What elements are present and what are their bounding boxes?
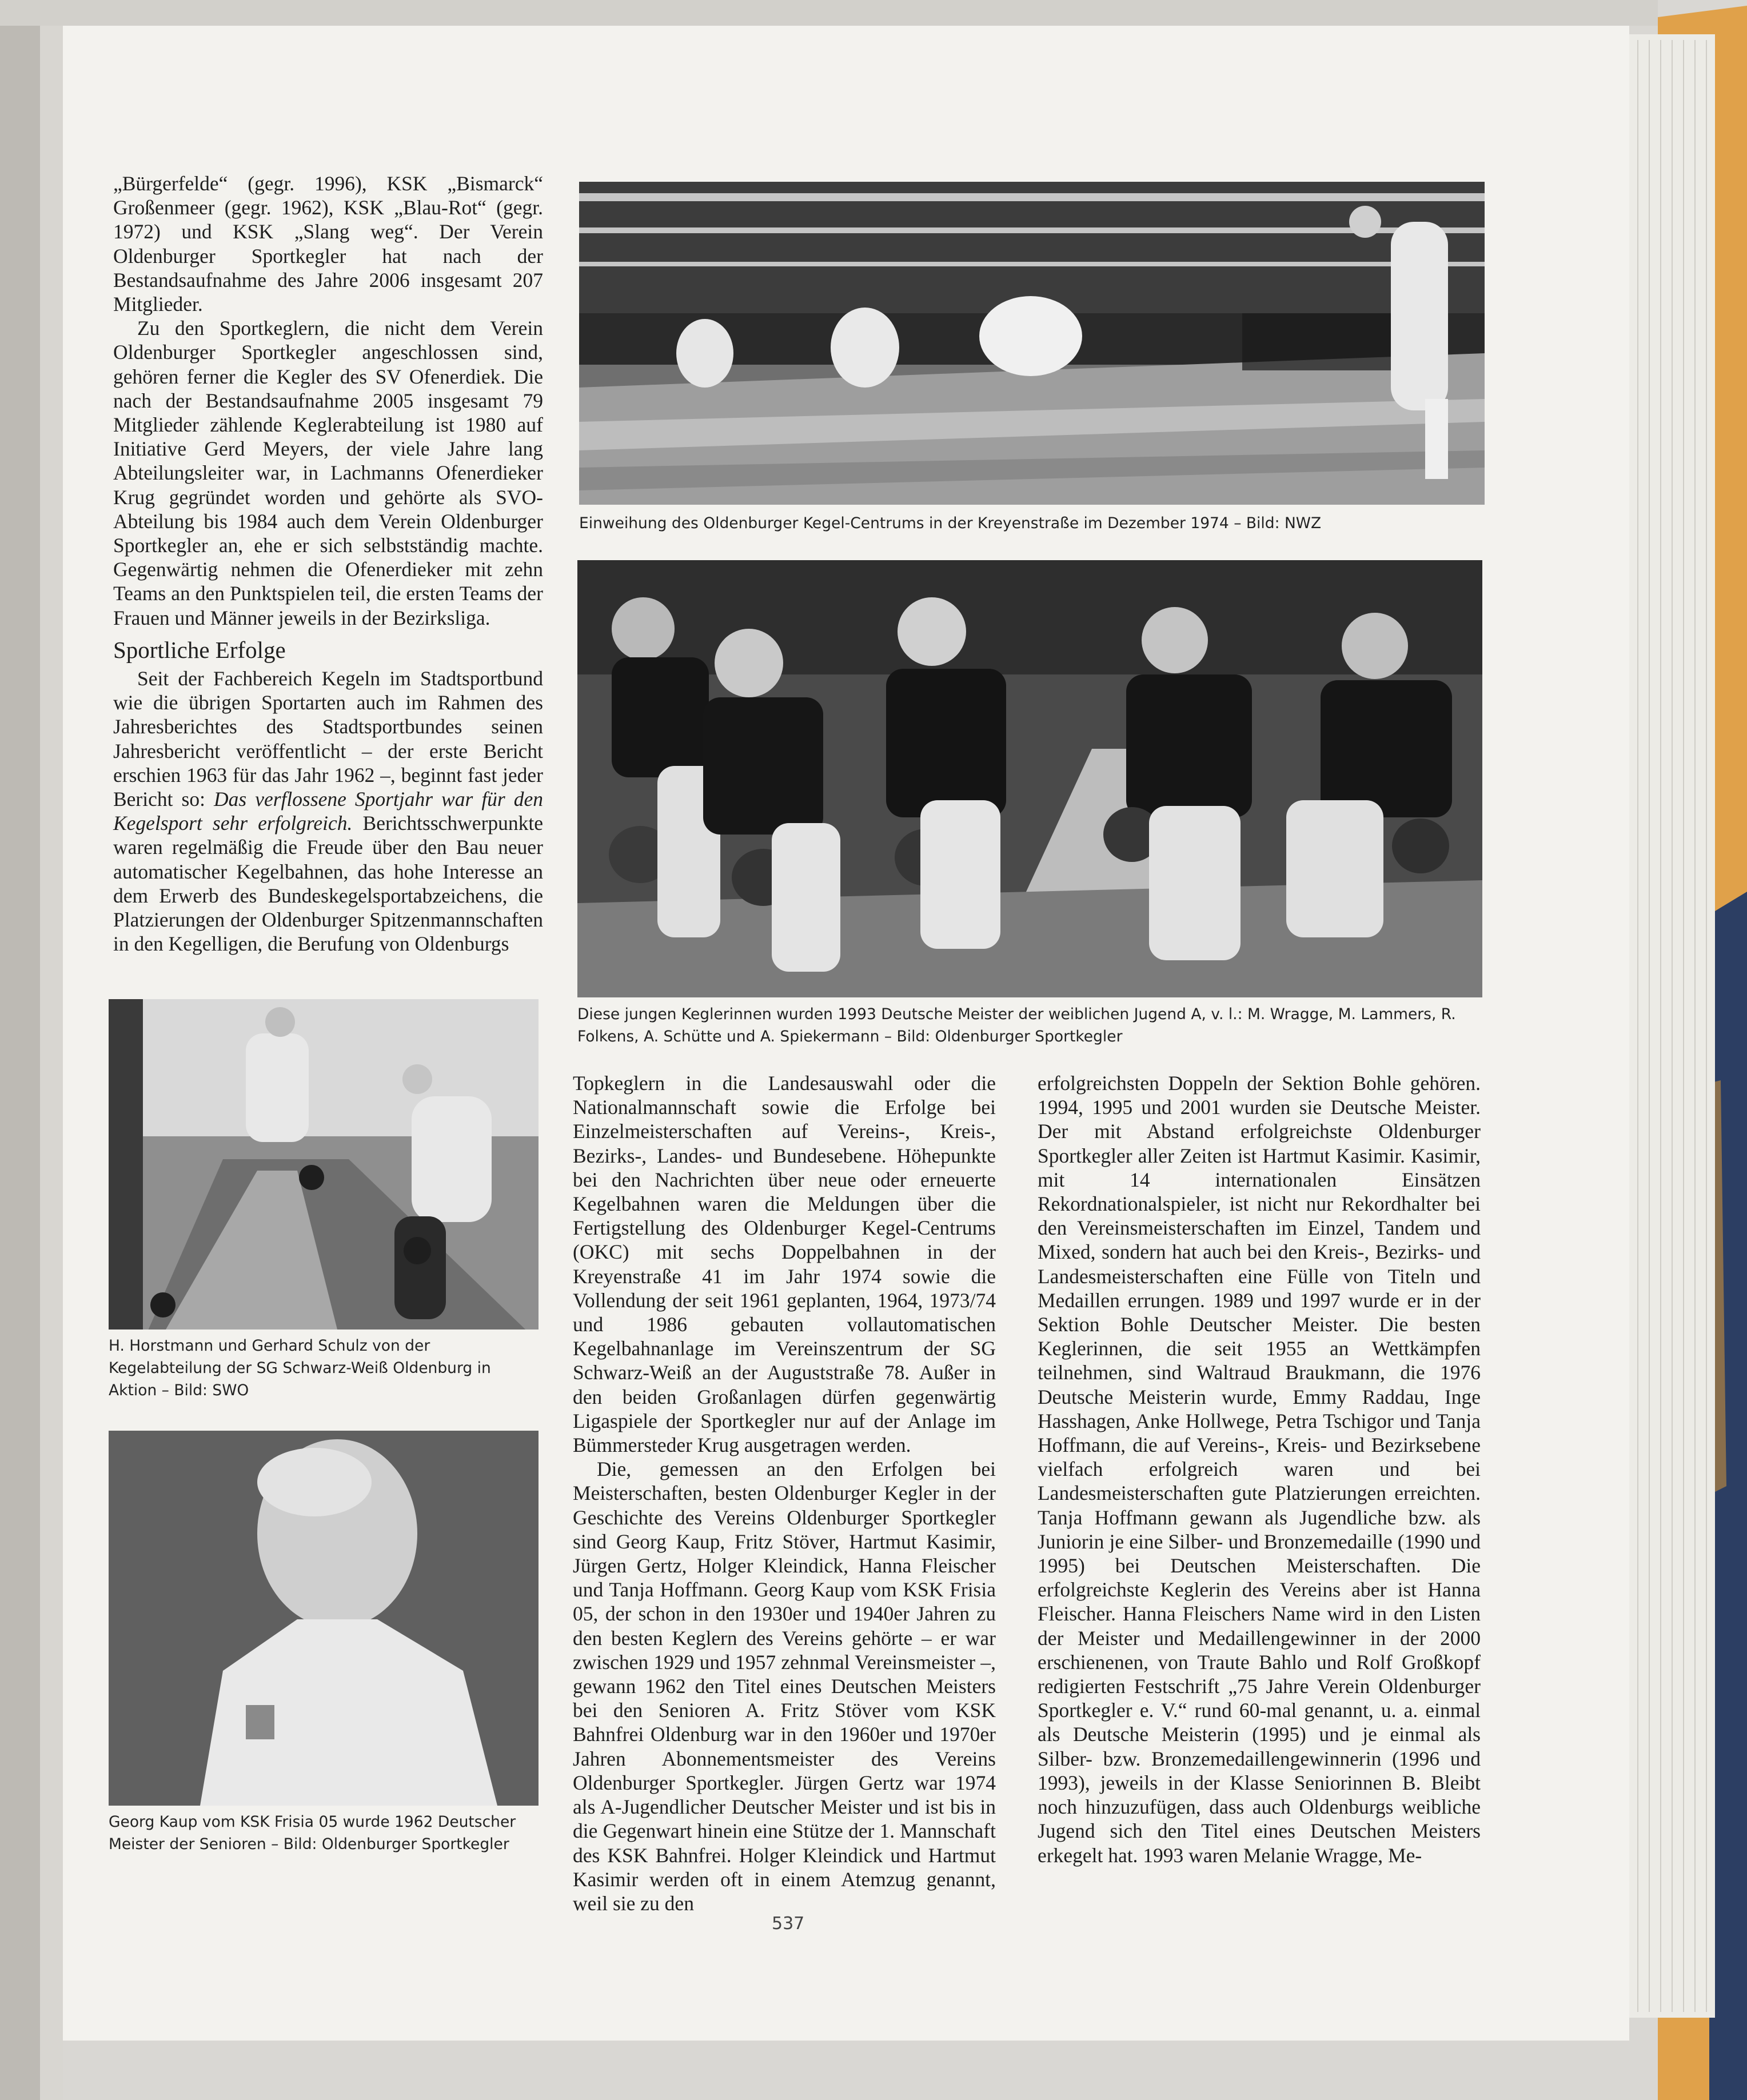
- quoted-phrase: Das verflossene Sportjahr war für den Kegelsport sehr erfolgreich.: [113, 788, 544, 835]
- caption-horstmann: H. Horstmann und Gerhard Schulz von der Kegelabteilung der SG Schwarz-Weiß Oldenburg in Aktion – Bild: SWO: [109, 1337, 491, 1399]
- photo-kegelcentrum-opening: [579, 182, 1485, 505]
- paragraph: Zu den Sportkeglern, die nicht dem Verein Oldenburger Sportkegler angeschlossen sind, gehören ferner die Kegler des SV Ofenerdiek. Die nach der Bestandsaufnahme 2005 insgesamt 79 Mitglieder zählende Keglerabteilung ist 1980 auf Initiative Gerd Meyers, der viele Jahre lang Abteilungsleiter war, in Lachmanns Ofenerdieker Krug gegründet worden und gehörte als SVO-Abteilung bis 1984 auch dem Verein Oldenburger Sportkegler an, ehe er sich selbstständig machte. Gegenwärtig nehmen die Ofenerdieker mit zehn Teams an den Punktspielen teil, die ersten Teams der Frauen und Männer jeweils in der Bezirksliga.: [113, 317, 543, 629]
- middle-column-text: [573, 1071, 996, 1915]
- page-number: 537: [772, 1914, 805, 1934]
- caption-kegelcentrum: Einweihung des Oldenburger Kegel-Centrums in der Kreyenstraße im Dezember 1974 – Bild: NWZ: [579, 514, 1322, 532]
- paragraph: „Bürgerfelde“ (gegr. 1996), KSK „Bismarck“ Großenmeer (gegr. 1962), KSK „Blau-Rot“ (gegr. 1972) und KSK „Slang weg“. Der Verein Oldenburger Sportkegler hat nach der Bestandsaufnahme des Jahre 2006 insgesamt 207 Mitglieder.: [113, 172, 543, 316]
- left-column-section-text: [113, 666, 543, 956]
- paragraph: erfolgreichsten Doppeln der Sektion Bohle gehören. 1994, 1995 und 2001 wurden sie Deutsche Meister. Der mit Abstand erfolgreichste Oldenburger Sportkegler aller Zeiten ist Hartmut Kasimir. Kasimir, mit 14 internationalen Einsätzen Rekordnationalspieler, ist nicht nur Rekordhalter bei den Vereinsmeisterschaften im Einzel, Tandem und Mixed, sondern hat auch bei den Kreis-, Bezirks- und Landesmeisterschaften eine Fülle von Titeln und Medaillen errungen. 1989 und 1997 wurde er in der Sektion Bohle Deutscher Meister. Die besten Keglerinnen, die seit 1955 an Wettkämpfen teilnehmen, sind Waltraud Braukmann, die 1976 Deutsche Meisterin wurde, Emmy Raddau, Inge Hasshagen, Anke Hollwege, Petra Tschigor und Tanja Hoffmann, die auf Vereins-, Kreis- und Bezirksebene vielfach erfolgreich waren und bei Landesmeisterschaften gute Platzierungen erreichten. Tanja Hoffmann gewann als Jugendliche bzw. als Juniorin je eine Silber- und Bronzemedaille (1990 und 1995) bei Deutschen Meisterschaften. Die erfolgreichste Keglerin des Vereins aber ist Hanna Fleischer. Hanna Fleischers Name wird in den Listen der Meister und Medaillengewinner in der 2000 erschienenen, von Traute Bahlo und Rolf Großkopf redigierten Festschrift „75 Jahre Verein Oldenburger Sportkegler e. V.“ rund 60-mal genannt, u. a. einmal als Deutsche Meisterin (1995) und je einmal als Silber- bzw. Bronzemedaillengewinnerin (1996 und 1993), jeweils in der Klasse Seniorinnen B. Bleibt noch hinzuzufügen, dass auch Oldenburgs weibliche Jugend sich den Titel eines Deutschen Meisters erkegelt hat. 1993 waren Melanie Wragge, Me-: [1038, 1072, 1481, 1867]
- paragraph-text: Seit der Fachbereich Kegeln im Stadtsportbund wie die übrigen Sportarten auch im Rahmen des Jahresberichtes des Stadtsportbundes seinen Jahresbericht veröffentlicht – der erste Bericht erschien 1963 für das Jahr 1962 –, beginnt fast jeder Bericht so:: [113, 667, 543, 811]
- photo-horstmann-schulz: [109, 999, 539, 1330]
- photo-georg-kaup: [109, 1431, 539, 1806]
- caption-jugend-meister: Diese jungen Keglerinnen wurden 1993 Deutsche Meister der weiblichen Jugend A, v. l.: M. Wragge, M. Lammers, R. Folkens, A. Schütte und A. Spiekermann – Bild: Oldenburger Sportkegler: [577, 1005, 1456, 1045]
- caption-georg-kaup: Georg Kaup vom KSK Frisia 05 wurde 1962 Deutscher Meister der Senioren – Bild: Oldenburger Sportkegler: [109, 1813, 516, 1853]
- paragraph-text: Berichtsschwerpunkte waren regelmäßig die Freude über den Bau neuer automatischer Kegelbahnen, das hohe Interesse an dem Erwerb des Bundeskegelsportabzeichens, die Platzierungen der Oldenburger Spitzenmannschaften in den Kegelligen, die Berufung von Oldenburgs: [113, 812, 544, 956]
- section-heading: Sportliche Erfolge: [113, 637, 286, 663]
- paragraph: [113, 666, 543, 956]
- paragraph: Die, gemessen an den Erfolgen bei Meisterschaften, besten Oldenburger Kegler in der Geschichte des Vereins Oldenburger Sportkegler sind Georg Kaup, Fritz Stöver, Hartmut Kasimir, Jürgen Gertz, Holger Kleindick, Hanna Fleischer und Tanja Hoffmann. Georg Kaup vom KSK Frisia 05, der schon in den 1930er und 1940er Jahren zu den besten Keglern des Vereins gehörte – er war zwischen 1929 und 1957 zehnmal Vereinsmeister –, gewann 1962 den Titel eines Deutschen Meisters bei den Senioren A. Fritz Stöver vom KSK Bahnfrei Oldenburg war in den 1960er und 1970er Jahren Abonnementsmeister des Vereins Oldenburger Sportkegler. Jürgen Gertz war 1974 als A-Jugendlicher Deutscher Meister und ist bis in die Gegenwart hinein eine Stütze der 1. Mannschaft des KSK Bahnfrei. Holger Kleindick und Hartmut Kasimir werden oft in einem Atemzug genannt, weil sie zu den: [573, 1458, 996, 1915]
- photo-jugend-meister-1993: [577, 560, 1482, 997]
- paragraph: Topkeglern in die Landesauswahl oder die Nationalmannschaft sowie die Erfolge bei Einzelmeisterschaften auf Vereins-, Kreis-, Bezirks-, Landes- und Bundesebene. Höhepunkte bei den Nachrichten über neue oder erneuerte Kegelbahnen waren die Meldungen über die Fertigstellung des Oldenburger Kegel-Centrums (OKC) mit sechs Doppelbahnen in der Kreyenstraße 41 im Jahr 1974 sowie die Vollendung der seit 1961 geplanten, 1964, 1973/74 und 1986 gebauten vollautomatischen Kegelbahnanlage im Vereinszentrum der SG Schwarz-Weiß an der Auguststraße 78. Außer in den beiden Großanlagen dürfen gegenwärtig Ligaspiele der Sportkegler nur auf der Anlage im Bümmersteder Krug ausgetragen werden.: [573, 1072, 996, 1457]
- left-column-text: [113, 171, 543, 630]
- right-column-text: [1038, 1071, 1481, 1867]
